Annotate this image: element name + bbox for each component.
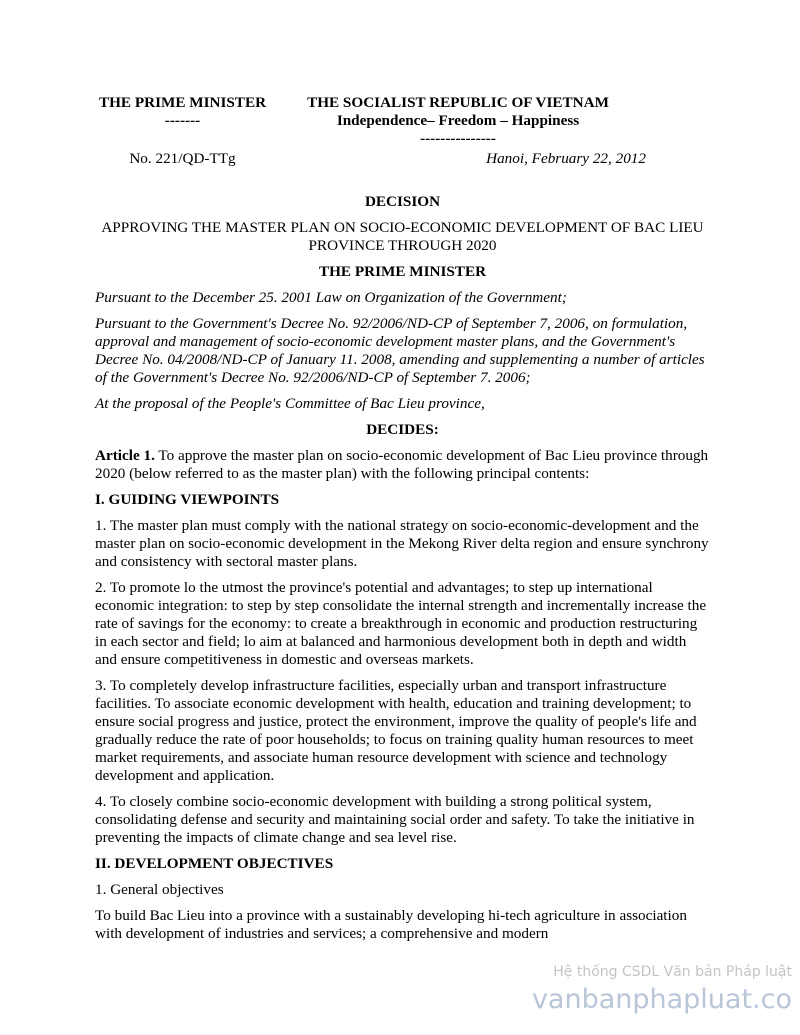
document-subject: APPROVING THE MASTER PLAN ON SOCIO-ECONOMIC DEVELOPMENT OF BAC LIEU PROVINCE THROUGH 2020: [101, 219, 704, 254]
section-2-subheading: 1. General objectives: [95, 881, 224, 898]
section-1-heading: I. GUIDING VIEWPOINTS: [95, 491, 280, 508]
nation-divider: ---------------: [420, 130, 496, 147]
preamble-2: Pursuant to the Government's Decree No. 92/2006/ND-CP of September 7, 2006, on formulation, approval and management of socio-economic development master plans, and the Government's Decree No. 04/2008/ND-CP of January 11. 2008, amending and supplementing a number of articles of the Government's Decree No. 92/2006/ND-CP of September 7. 2006;: [95, 315, 705, 386]
section-1-item-2: 2. To promote lo the utmost the province's potential and advantages; to step up international economic integration: to step by step consolidate the internal strength and incrementally increase the rate of savings for the economy: to create a breakthrough in economic and production restructuring in each sector and field; lo aim at balanced and harmonious development both in depth and width and ensure competitiveness in domestic and overseas markets.: [95, 579, 707, 668]
document-header: [95, 94, 710, 174]
document-page: [95, 94, 710, 943]
issuer-block: [95, 94, 270, 130]
article-1-text: To approve the master plan on socio-economic development of Bac Lieu province through 2020 (below referred to as the master plan) with the following principal contents:: [95, 447, 709, 482]
nation-block: [302, 94, 614, 148]
section-1-item-3: 3. To completely develop infrastructure facilities, especially urban and transport infrastructure facilities. To associate economic development with health, education and training development; to ensure social progress and justice, protect the environment, improve the quality of people's life and gradually reduce the rate of poor households; to focus on training quality human resources to meet market requirements, and associate human resource development with science and technology development and application.: [95, 677, 697, 784]
watermark-line-2: vanbanphapluat.co: [531, 984, 792, 1015]
nation-title: THE SOCIALIST REPUBLIC OF VIETNAM: [307, 94, 609, 111]
issuer-title: THE PRIME MINISTER: [98, 94, 267, 111]
nation-motto: Independence– Freedom – Happiness: [336, 112, 580, 129]
preamble-3: At the proposal of the People's Committee of Bac Lieu province,: [95, 395, 485, 412]
decides-heading: DECIDES:: [366, 421, 439, 438]
watermark: [532, 962, 792, 1018]
article-1-label: Article 1.: [95, 447, 155, 464]
section-2-text: To build Bac Lieu into a province with a sustainably developing hi-tech agriculture in association with development of industries and services; a comprehensive and modern: [95, 907, 687, 942]
document-issuer: THE PRIME MINISTER: [318, 263, 487, 280]
document-date: Hanoi, February 22, 2012: [486, 150, 646, 167]
document-number: No. 221/QD-TTg: [129, 150, 236, 167]
section-1-item-1: 1. The master plan must comply with the national strategy on socio-economic-development and the master plan on socio-economic development in the Mekong River delta region and ensure synchrony and consistency with sectoral master plans.: [95, 517, 709, 570]
watermark-line-1: Hệ thống CSDL Văn bản Pháp luật: [553, 964, 792, 980]
section-2-heading: II. DEVELOPMENT OBJECTIVES: [95, 855, 334, 872]
document-type: DECISION: [364, 193, 441, 210]
section-1-item-4: 4. To closely combine socio-economic development with building a strong political system, consolidating defense and security and maintaining social order and safety. To take the initiative in preventing the impacts of climate change and sea level rise.: [95, 793, 695, 846]
issuer-divider: -------: [164, 112, 201, 129]
preamble-1: Pursuant to the December 25. 2001 Law on Organization of the Government;: [95, 289, 567, 306]
article-1: [95, 447, 710, 483]
